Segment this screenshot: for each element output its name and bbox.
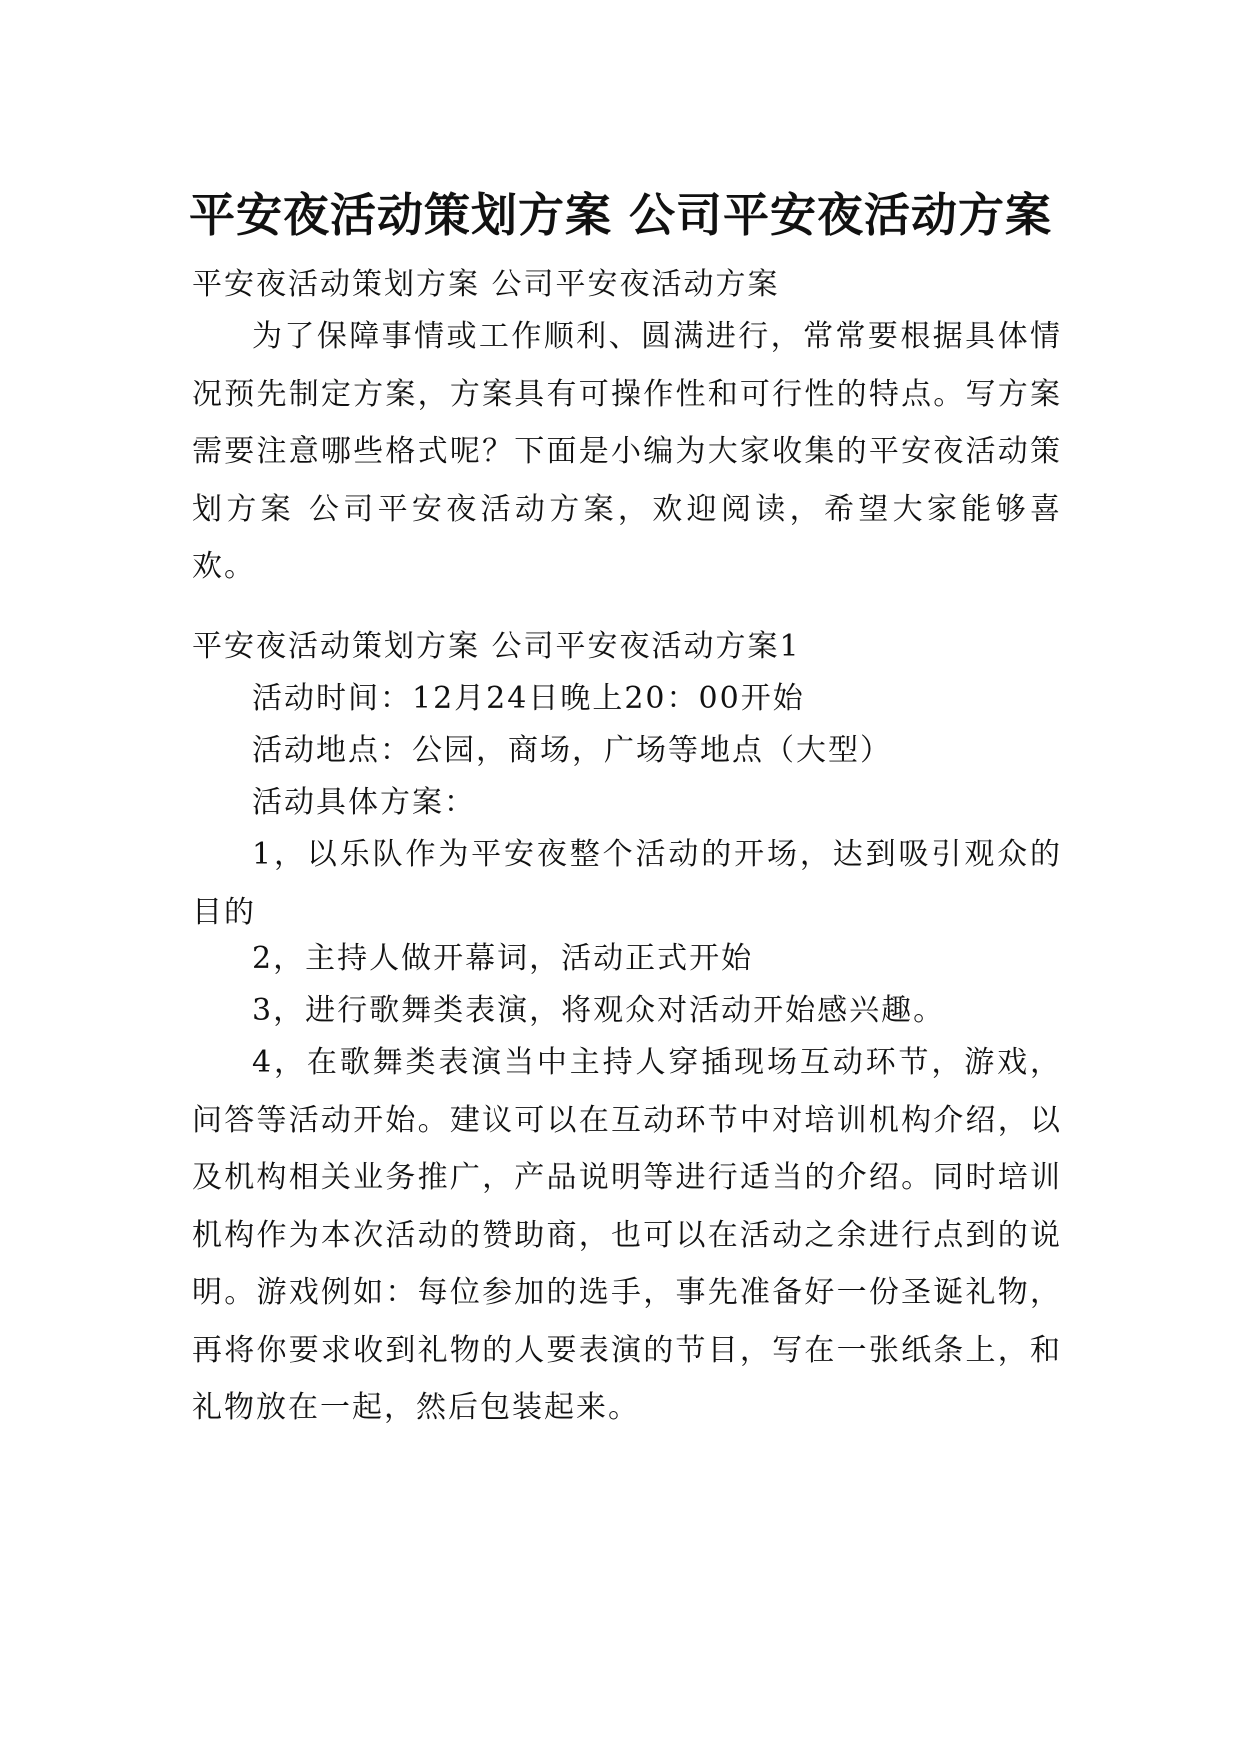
plan-item-1: 1，以乐队作为平安夜整个活动的开场，达到吸引观众的目的 bbox=[192, 837, 1062, 930]
activity-place: 活动地点：公园，商场，广场等地点（大型） bbox=[252, 733, 892, 768]
activity-plan-label: 活动具体方案： bbox=[252, 785, 476, 820]
document-title: 平安夜活动策划方案 公司平安夜活动方案 bbox=[188, 187, 1052, 242]
plan-item-3: 3，进行歌舞类表演，将观众对活动开始感兴趣。 bbox=[252, 993, 946, 1028]
activity-time: 活动时间：12月24日晚上20：00开始 bbox=[252, 681, 805, 716]
plan-item-4: 4，在歌舞类表演当中主持人穿插现场互动环节，游戏，问答等活动开始。建议可以在互动环节中对培训机构介绍，以及机构相关业务推广，产品说明等进行适当的介绍。同时培训机构作为本次活动的赞助商，也可以在活动之余进行点到的说明。游戏例如：每位参加的选手，事先准备好一份圣诞礼物，再将你要求收到礼物的人要表演的节目，写在一张纸条上，和礼物放在一起，然后包装起来。 bbox=[192, 1045, 1062, 1425]
intro-paragraph: 为了保障事情或工作顺利、圆满进行，常常要根据具体情况预先制定方案，方案具有可操作性和可行性的特点。写方案需要注意哪些格式呢？下面是小编为大家收集的平安夜活动策划方案 公司平安夜活动方案，欢迎阅读，希望大家能够喜欢。 bbox=[192, 319, 1062, 584]
intro-heading: 平安夜活动策划方案 公司平安夜活动方案 bbox=[192, 267, 780, 302]
section1-heading: 平安夜活动策划方案 公司平安夜活动方案1 bbox=[192, 629, 801, 664]
plan-item-2: 2，主持人做开幕词，活动正式开始 bbox=[252, 941, 754, 976]
